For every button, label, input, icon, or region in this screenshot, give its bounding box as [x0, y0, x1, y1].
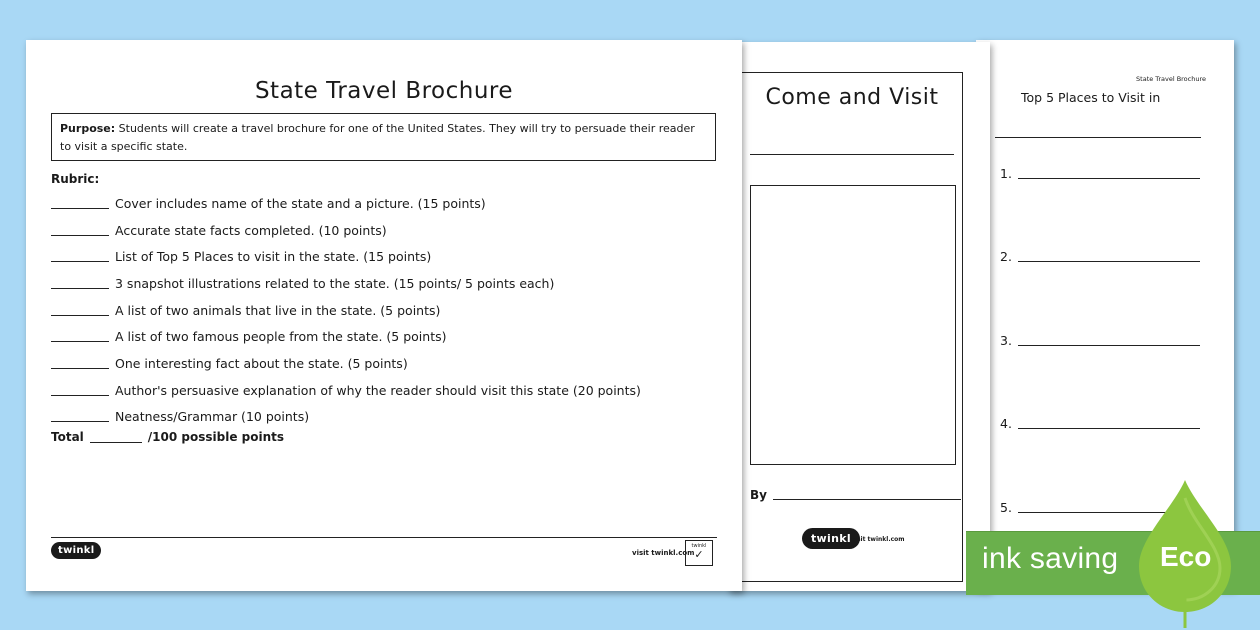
score-blank [51, 208, 109, 209]
place-number: 1. [1000, 166, 1012, 181]
author-line [773, 499, 961, 500]
score-blank [51, 288, 109, 289]
score-blank [51, 395, 109, 396]
rubric-item-text: A list of two animals that live in the state. (5 points) [115, 302, 441, 318]
top-places-title: Top 5 Places to Visit in [1021, 90, 1161, 105]
check-icon: ✓ [694, 548, 704, 561]
rubric-item [51, 323, 641, 350]
rubric-item [51, 350, 641, 377]
rubric-item [51, 190, 641, 217]
rubric-item [51, 243, 641, 270]
visit-text: visit twinkl.com [851, 536, 905, 543]
place-line [1018, 178, 1200, 179]
total-row [51, 430, 284, 444]
picture-box [750, 185, 956, 465]
place-number: 5. [1000, 500, 1012, 515]
score-blank [51, 368, 109, 369]
rubric-item [51, 404, 641, 431]
rubric-item-text: List of Top 5 Places to visit in the state. (15 points) [115, 249, 432, 265]
footer-divider [51, 537, 717, 538]
score-blank [51, 235, 109, 236]
place-row-1 [1000, 166, 1200, 181]
places-page-header: State Travel Brochure [1136, 75, 1206, 83]
place-line [1018, 261, 1200, 262]
page-title: State Travel Brochure [254, 78, 514, 104]
rubric-item-text: Author's persuasive explanation of why the reader should visit this state (20 points) [115, 382, 641, 398]
place-row-4 [1000, 416, 1200, 431]
total-suffix: /100 possible points [147, 430, 285, 444]
author-row [750, 488, 961, 502]
rubric-item-text: 3 snapshot illustrations related to the state. (15 points/ 5 points each) [115, 275, 555, 291]
state-name-line [995, 137, 1201, 138]
rubric-item-text: Accurate state facts completed. (10 points) [115, 222, 387, 238]
rubric-item [51, 270, 641, 297]
score-blank [51, 341, 109, 342]
place-number: 2. [1000, 249, 1012, 264]
ink-saving-text: ink saving [982, 542, 1119, 575]
rubric-item [51, 297, 641, 324]
place-number: 4. [1000, 416, 1012, 431]
total-label: Total [51, 430, 84, 444]
eco-label: Eco [1160, 541, 1212, 572]
rubric-item-text: Neatness/Grammar (10 points) [115, 409, 310, 425]
rubric-item-text: Cover includes name of the state and a picture. (15 points) [115, 195, 486, 211]
rubric-page [26, 40, 742, 591]
score-blank [51, 315, 109, 316]
score-blank [51, 261, 109, 262]
purpose-text: Students will create a travel brochure for one of the United States. They will try to persuade their reader to visit a specific state. [60, 122, 695, 153]
visit-text: visit twinkl.com [632, 549, 695, 557]
rubric-heading: Rubric: [51, 172, 100, 186]
cover-panel [741, 72, 963, 582]
place-line [1018, 428, 1200, 429]
total-blank [90, 442, 142, 443]
by-label: By [750, 488, 767, 502]
place-row-3 [1000, 333, 1200, 348]
rubric-item [51, 217, 641, 244]
twinkl-logo: twinkl [51, 542, 101, 559]
place-row-2 [1000, 249, 1200, 264]
score-blank [51, 421, 109, 422]
purpose-box [51, 113, 716, 161]
purpose-label: Purpose: [60, 122, 116, 135]
rubric-item [51, 377, 641, 404]
cover-heading: Come and Visit [765, 85, 939, 110]
badge-text: twinkl [691, 543, 707, 549]
twinkl-logo: twinkl [802, 528, 860, 549]
place-line [1018, 345, 1200, 346]
cover-page [728, 42, 990, 591]
rubric-item-text: A list of two famous people from the state. (5 points) [115, 329, 447, 345]
state-name-line [750, 154, 954, 155]
rubric-item-text: One interesting fact about the state. (5 points) [115, 355, 408, 371]
place-number: 3. [1000, 333, 1012, 348]
rubric-list [51, 190, 641, 430]
quality-badge [685, 540, 713, 566]
